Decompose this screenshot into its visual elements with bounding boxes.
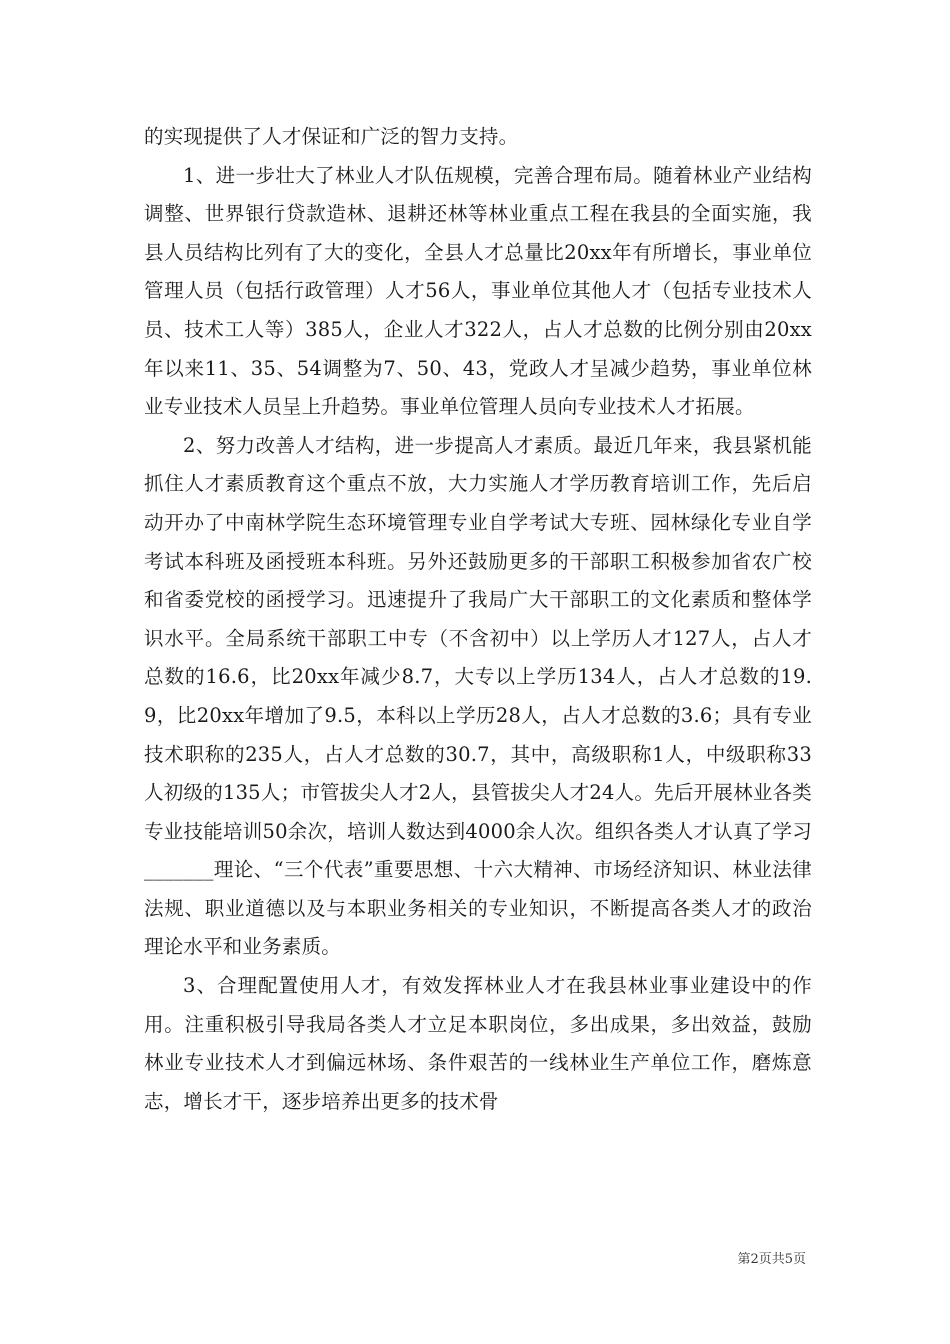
paragraph-1: 1、进一步壮大了林业人才队伍规模，完善合理布局。随着林业产业结构调整、世界银行贷款造林、退耕还林等林业重点工程在我县的全面实施，我县人员结构比列有了大的变化，全县人才总量比20xx年有所增长，事业单位管理人员（包括行政管理）人才56人，事业单位其他人才（包括专业技术人员、技术工人等）385人，企业人才322人，占人才总数的比例分别由20xx年以来11、35、54调整为7、50、43，党政人才呈减少趋势，事业单位林业专业技术人员呈上升趋势。事业单位管理人员向专业技术人才拓展。 xyxy=(144,163,812,419)
document-body xyxy=(144,118,812,1121)
paragraph-continuation: 的实现提供了人才保证和广泛的智力支持。 xyxy=(144,125,519,148)
paragraph-2: 2、努力改善人才结构，进一步提高人才素质。最近几年来，我县紧机能抓住人才素质教育这个重点不放，大力实施人才学历教育培训工作，先后启动开办了中南林学院生态环境管理专业自学考试大专班、园林绿化专业自学考试本科班及函授班本科班。另外还鼓励更多的干部职工积极参加省农广校和省委党校的函授学习。迅速提升了我局广大干部职工的文化素质和整体学识水平。全局系统干部职工中专（不含初中）以上学历人才127人，占人才总数的16.6，比20xx年减少8.7，大专以上学历134人，占人才总数的19.9，比20xx年增加了9.5，本科以上学历28人，占人才总数的3.6；具有专业技术职称的235人，占人才总数的30.7，其中，高级职称1人，中级职称33人初级的135人；市管拔尖人才2人，县管拔尖人才24人。先后开展林业各类专业技能培训50余次，培训人数达到4000余人次。组织各类人才认真了学习_______理论、“三个代表”重要思想、十六大精神、市场经济知识、林业法律法规、职业道德以及与本职业务相关的专业知识，不断提高各类人才的政治理论水平和业务素质。 xyxy=(144,433,812,959)
paragraph-3: 3、合理配置使用人才，有效发挥林业人才在我县林业事业建设中的作用。注重积极引导我局各类人才立足本职岗位，多出成果，多出效益，鼓励林业专业技术人才到偏远林场、条件艰苦的一线林业生产单位工作，磨炼意志，增长才干，逐步培养出更多的技术骨 xyxy=(144,974,812,1113)
page-number-footer: 第2页共5页 xyxy=(737,1252,806,1267)
